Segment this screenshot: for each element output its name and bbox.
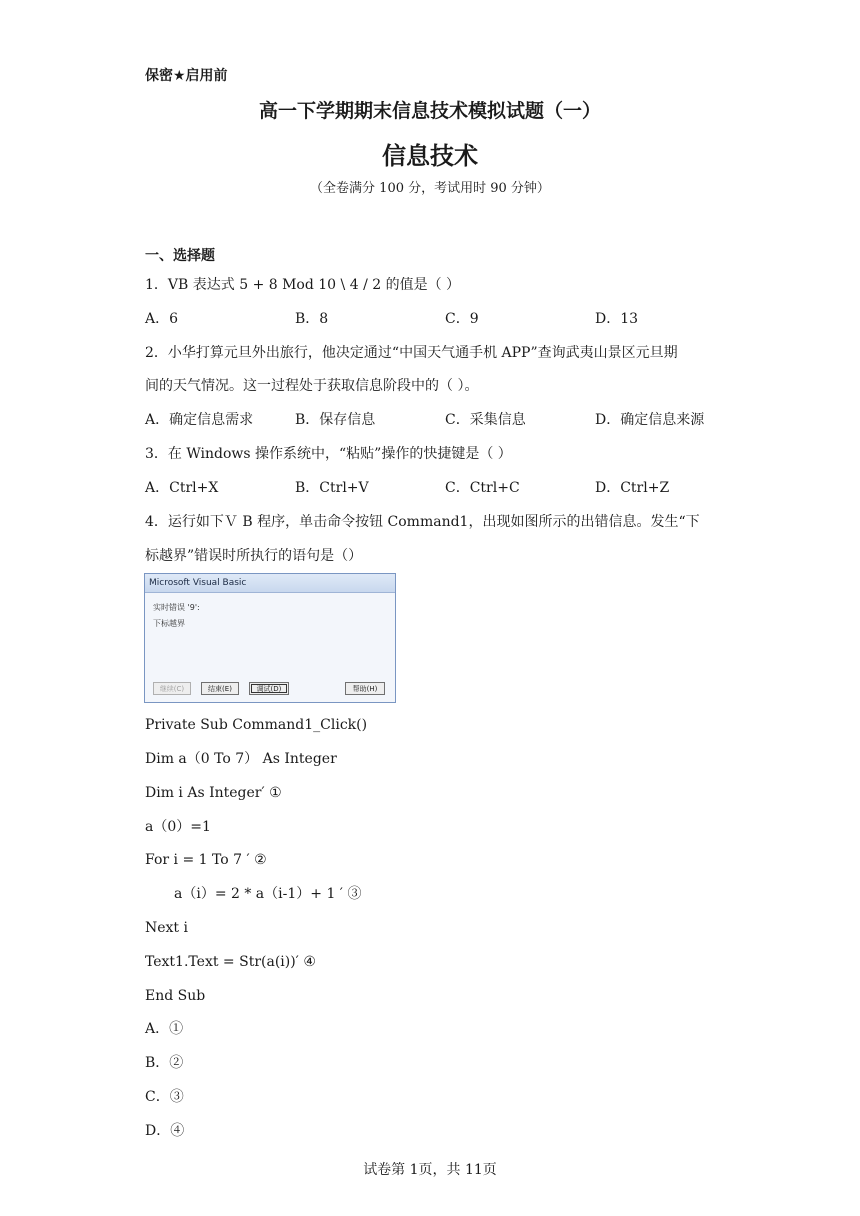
section-title: 一、选择题	[145, 248, 215, 264]
q3-options	[145, 478, 745, 498]
q3-stem: 3．在 Windows 操作系统中，“粘贴”操作的快捷键是（ ）	[145, 446, 512, 462]
exam-note: （全卷满分 100 分，考试用时 90 分钟）	[310, 181, 550, 196]
code-line: a（i）= 2 * a（i-1）+ 1 ′ ③	[174, 886, 362, 902]
q4-option-d[interactable]: D．④	[145, 1123, 185, 1139]
code-line: For i = 1 To 7 ′ ②	[145, 852, 267, 868]
q4-stem-line1: 4．运行如下Ｖ B 程序，单击命令按钮 Command1，出现如图所示的出错信息。发生“下	[145, 514, 700, 530]
q3-option-d[interactable]: D．Ctrl+Z	[595, 480, 670, 496]
q2-stem-line1: 2．小华打算元旦外出旅行，他决定通过“中国天气通手机 APP”查询武夷山景区元旦期	[145, 345, 678, 361]
continue-button[interactable]: 继续(C)	[153, 682, 191, 695]
code-line: Text1.Text = Str(a(i))′ ④	[145, 954, 316, 970]
help-button[interactable]: 帮助(H)	[345, 682, 385, 695]
code-line: Dim i As Integer′ ①	[145, 785, 282, 801]
vb-error-dialog	[144, 573, 396, 703]
dialog-title: Microsoft Visual Basic	[145, 574, 395, 593]
q1-option-a[interactable]: A．6	[145, 311, 179, 327]
exam-title: 高一下学期期末信息技术模拟试题（一）	[258, 100, 601, 122]
code-line: End Sub	[145, 988, 206, 1004]
q4-option-a[interactable]: A．①	[145, 1021, 184, 1037]
debug-button[interactable]: 调试(D)	[249, 682, 289, 695]
q2-option-a[interactable]: A．确定信息需求	[145, 412, 254, 428]
code-line: a（0）=1	[145, 819, 211, 835]
code-line: Private Sub Command1_Click()	[145, 717, 368, 733]
q4-stem-line2: 标越界”错误时所执行的语句是（）	[145, 548, 363, 564]
q2-options	[145, 410, 745, 430]
q2-option-d[interactable]: D．确定信息来源	[595, 412, 705, 428]
q2-option-c[interactable]: C．采集信息	[445, 412, 526, 428]
q1-option-c[interactable]: C．9	[445, 311, 479, 327]
q1-option-d[interactable]: D．13	[595, 311, 639, 327]
q3-option-a[interactable]: A．Ctrl+X	[145, 480, 219, 496]
end-button[interactable]: 结束(E)	[201, 682, 239, 695]
q1-options	[145, 309, 745, 329]
dialog-error-message: 下标越界	[153, 619, 185, 628]
q2-option-b[interactable]: B．保存信息	[295, 412, 376, 428]
q4-option-b[interactable]: B．②	[145, 1055, 184, 1071]
page-footer: 试卷第 1页，共 11页	[363, 1162, 497, 1178]
q4-option-c[interactable]: C．③	[145, 1089, 184, 1105]
q3-option-b[interactable]: B．Ctrl+V	[295, 480, 369, 496]
subject-title: 信息技术	[382, 142, 478, 170]
code-line: Next i	[145, 920, 188, 936]
code-line: Dim a（0 To 7） As Integer	[145, 751, 337, 767]
dialog-error-code: 实时错误 '9':	[153, 603, 200, 612]
q3-option-c[interactable]: C．Ctrl+C	[445, 480, 520, 496]
q1-stem: 1．VB 表达式 5 + 8 Mod 10 \ 4 / 2 的值是（ ）	[145, 277, 461, 293]
confidential-mark: 保密★启用前	[145, 68, 228, 84]
q2-stem-line2: 间的天气情况。这一过程处于获取信息阶段中的（ ）。	[145, 378, 479, 394]
q1-option-b[interactable]: B．8	[295, 311, 329, 327]
